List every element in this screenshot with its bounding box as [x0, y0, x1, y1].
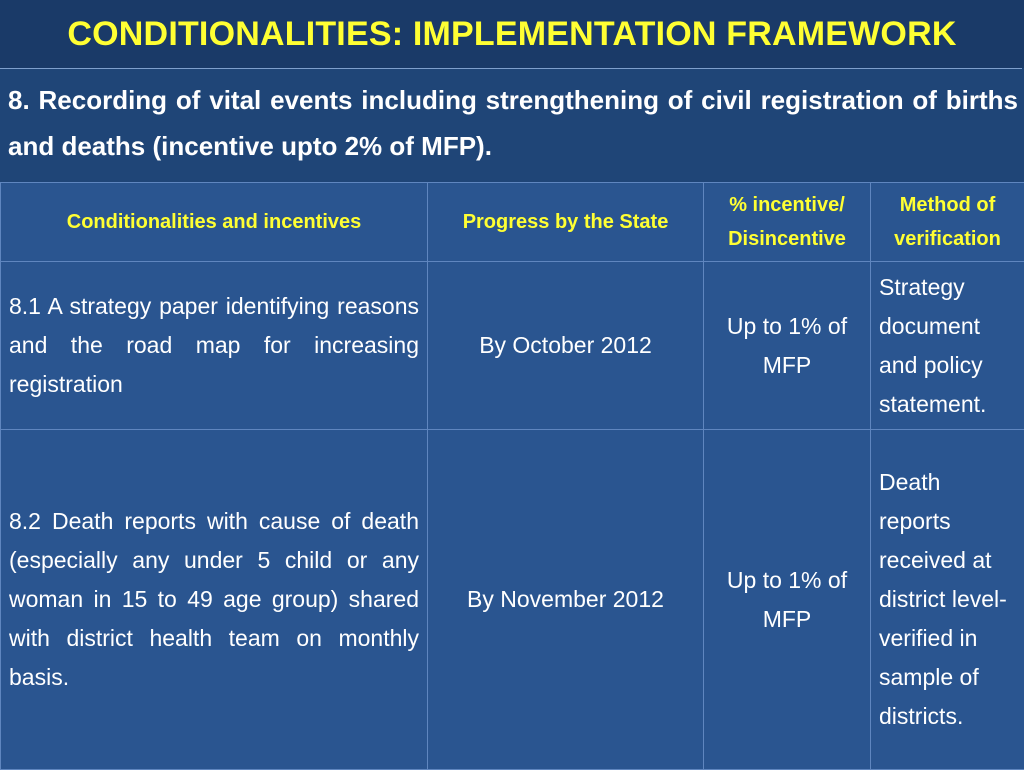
subtitle-box — [0, 68, 1022, 183]
condition-cell: 8.1 A strategy paper identifying reasons and the road map for increasing registration — [1, 262, 428, 430]
table-header-row — [1, 183, 1024, 262]
section-subtitle: 8. Recording of vital events including strengthening of civil registration of births and deaths (incentive upto 2% of MFP). — [8, 77, 1018, 169]
table-row — [1, 262, 1024, 430]
condition-cell: 8.2 Death reports with cause of death (especially any under 5 child or any woman in 15 to 49 age group) shared with district health team on monthly basis. — [1, 430, 428, 770]
verification-cell: Death reports received at district level- verified in sample of districts. — [871, 430, 1024, 770]
page-title: CONDITIONALITIES: IMPLEMENTATION FRAMEWORK — [67, 15, 956, 54]
framework-table — [0, 182, 1024, 770]
incentive-cell: Up to 1% of MFP — [704, 430, 871, 770]
verification-cell: Strategy document and policy statement. — [871, 262, 1024, 430]
header-verification: Method of verification — [871, 183, 1024, 262]
table-row — [1, 430, 1024, 770]
title-bar — [0, 0, 1024, 68]
progress-cell: By November 2012 — [428, 430, 704, 770]
header-incentive: % incentive/ Disincentive — [704, 183, 871, 262]
header-conditionalities: Conditionalities and incentives — [1, 183, 428, 262]
incentive-cell: Up to 1% of MFP — [704, 262, 871, 430]
header-progress: Progress by the State — [428, 183, 704, 262]
progress-cell: By October 2012 — [428, 262, 704, 430]
